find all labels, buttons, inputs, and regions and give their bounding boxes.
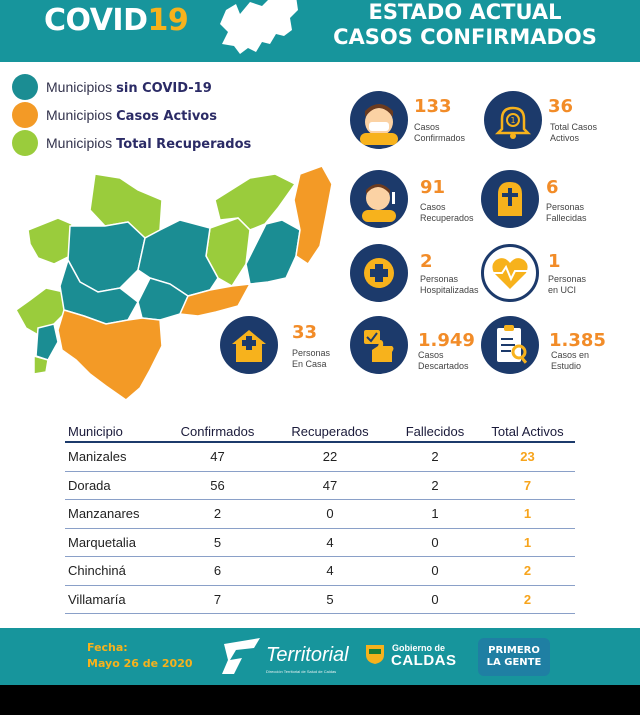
caldas-map-icon (218, 0, 302, 58)
cell-confirmados: 5 (213, 534, 222, 550)
date-label: Fecha: (87, 641, 128, 654)
header-fallecidos: Fallecidos (405, 424, 465, 439)
cell-confirmados: 7 (213, 591, 222, 607)
bottom-bar (0, 685, 640, 715)
cell-recuperados: 5 (326, 591, 334, 607)
uci-label: Personas en UCI (548, 274, 587, 295)
caldas-label: CALDAS (391, 652, 457, 669)
svg-text:1: 1 (510, 116, 516, 125)
heading-line-2: CASOS CONFIRMADOS (333, 25, 597, 49)
cell-total-activos: 23 (520, 449, 535, 465)
en-estudio-value: 1.385 (549, 330, 606, 351)
house-icon (220, 316, 278, 374)
map-legend (12, 73, 251, 157)
heartbeat-icon (481, 244, 539, 302)
green-dot-icon (12, 130, 38, 156)
en-casa-value: 33 (292, 322, 318, 343)
cell-fallecidos: 0 (431, 563, 439, 579)
map-region-orange (294, 166, 332, 264)
cell-recuperados: 47 (322, 477, 338, 493)
covid-title (44, 3, 188, 38)
cell-total-activos: 7 (523, 477, 532, 493)
map-region-green (34, 356, 48, 374)
legend-label: Total Recuperados (116, 136, 252, 152)
table-row (65, 557, 575, 586)
cell-municipio: Manizales (68, 449, 127, 465)
medical-cross-icon (350, 244, 408, 302)
hospitalizados-value: 2 (420, 251, 433, 272)
cell-municipio: Manzanares (68, 506, 140, 522)
legend-label: sin COVID-19 (116, 80, 212, 96)
fallecidos-label: Personas Fallecidas (546, 202, 587, 223)
map-region-green (28, 218, 72, 264)
legend-item-activos (12, 101, 251, 129)
title-word: COVID (44, 3, 148, 38)
territorial-subtitle: Dirección Territorial de Salud de Caldas (266, 669, 337, 674)
table-row (65, 586, 575, 615)
cell-fallecidos: 2 (431, 449, 439, 465)
cell-fallecidos: 1 (431, 506, 439, 522)
tombstone-icon (481, 170, 539, 228)
cell-confirmados: 56 (210, 477, 225, 493)
header-recuperados: Recuperados (291, 424, 369, 439)
cell-recuperados: 22 (322, 449, 338, 465)
legend-prefix: Municipios (46, 134, 113, 151)
fallecidos-value: 6 (546, 177, 559, 198)
orange-dot-icon (12, 102, 38, 128)
cell-confirmados: 2 (213, 506, 222, 522)
territorial-logo-icon (220, 634, 264, 678)
cell-total-activos: 2 (523, 563, 532, 579)
cell-fallecidos: 2 (431, 477, 439, 493)
recuperados-value: 91 (420, 177, 446, 198)
gobierno-label: Gobierno de (392, 643, 446, 653)
activos-label: Total Casos Activos (550, 122, 598, 143)
table-row (65, 443, 575, 472)
header-confirmados: Confirmados (180, 424, 255, 439)
status-heading (330, 0, 600, 50)
footer-banner (0, 628, 640, 685)
confirmados-label: Casos Confirmados (414, 122, 466, 143)
bell-icon (484, 91, 542, 149)
legend-item-sin-covid (12, 73, 251, 101)
header-banner (0, 0, 640, 62)
descartados-value: 1.949 (418, 330, 475, 351)
date-value: Mayo 26 de 2020 (87, 657, 193, 670)
header-total-activos: Total Activos (491, 424, 564, 439)
uci-value: 1 (548, 251, 561, 272)
clipboard-search-icon (481, 316, 539, 374)
map-region-teal (36, 324, 58, 360)
table-header (65, 424, 575, 443)
en-casa-label: Personas En Casa (292, 348, 331, 369)
map-region-teal (246, 220, 300, 284)
cell-confirmados: 6 (213, 563, 222, 579)
recovered-person-icon (350, 170, 408, 228)
cell-municipio: Dorada (68, 477, 111, 493)
descartados-label: Casos Descartados (418, 350, 469, 371)
legend-prefix: Municipios (46, 106, 113, 123)
cell-municipio: Marquetalia (68, 534, 136, 550)
legend-item-recuperados (12, 129, 251, 157)
caldas-shield-icon (364, 643, 386, 665)
municipalities-table (65, 424, 575, 614)
cell-recuperados: 4 (326, 563, 334, 579)
caldas-municipalities-map (10, 160, 335, 405)
cell-fallecidos: 0 (431, 591, 439, 607)
report-date (87, 640, 193, 672)
primero-la-gente-badge: PRIMERO LA GENTE (478, 638, 550, 676)
map-region-orange (58, 310, 162, 400)
cell-recuperados: 4 (326, 534, 334, 550)
cell-recuperados: 0 (326, 506, 334, 522)
territorial-name: Territorial (266, 644, 349, 666)
cell-fallecidos: 0 (431, 534, 439, 550)
table-row (65, 500, 575, 529)
cell-total-activos: 1 (523, 506, 532, 522)
confirmados-value: 133 (414, 96, 452, 117)
legend-prefix: Municipios (46, 78, 113, 95)
teal-dot-icon (12, 74, 38, 100)
cell-municipio: Chinchiná (68, 563, 126, 579)
heading-line-1: ESTADO ACTUAL (368, 0, 562, 24)
table-row (65, 529, 575, 558)
header-municipio: Municipio (68, 424, 123, 439)
hospitalizados-label: Personas Hospitalizadas (420, 274, 479, 295)
thumbs-up-check-icon (350, 316, 408, 374)
cell-municipio: Villamaría (68, 591, 126, 607)
table-row (65, 472, 575, 501)
cell-total-activos: 1 (523, 534, 532, 550)
cell-confirmados: 47 (210, 449, 225, 465)
legend-label: Casos Activos (116, 108, 217, 124)
title-number: 19 (147, 3, 189, 38)
cell-total-activos: 2 (523, 591, 532, 607)
masked-face-icon (350, 91, 408, 149)
en-estudio-label: Casos en Estudio (551, 350, 590, 371)
recuperados-label: Casos Recuperados (420, 202, 474, 223)
activos-value: 36 (548, 96, 574, 117)
